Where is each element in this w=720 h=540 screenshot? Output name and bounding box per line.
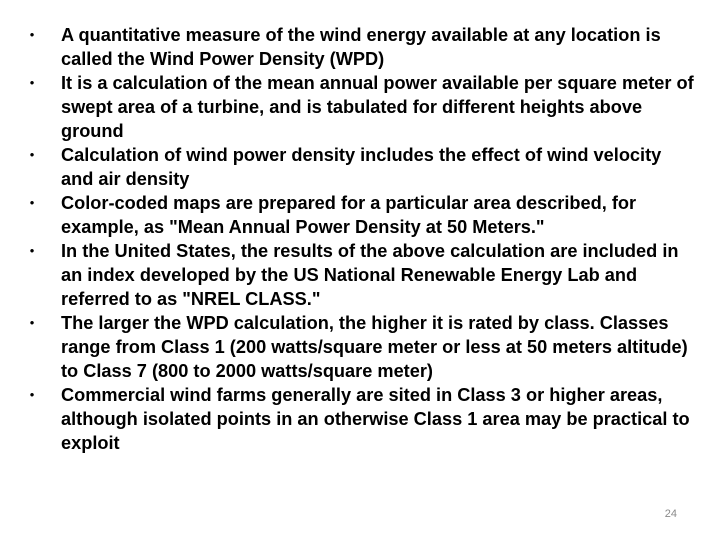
bullet-icon: • bbox=[29, 243, 35, 258]
bullet-text: Commercial wind farms generally are sited in Class 3 or higher areas, although isolated points in an otherwise Class 1 area may be practical to exploit bbox=[61, 385, 690, 453]
bullet-text: Calculation of wind power density includes the effect of wind velocity and air density bbox=[61, 145, 662, 189]
bullet-text: The larger the WPD calculation, the higher it is rated by class. Classes range from Class 1 (200 watts/square meter or less at 50 meters altitude) to Class 7 (800 to 2000 watts/square meter) bbox=[61, 313, 688, 381]
bullet-icon: • bbox=[29, 75, 35, 90]
bullet-icon: • bbox=[29, 195, 35, 210]
bullet-icon: • bbox=[29, 387, 35, 402]
bullet-item bbox=[26, 311, 696, 383]
bullet-item bbox=[26, 71, 696, 143]
bullet-icon: • bbox=[29, 315, 35, 330]
bullet-text: A quantitative measure of the wind energy available at any location is called the Wind Power Density (WPD) bbox=[61, 25, 661, 69]
bullet-item bbox=[26, 383, 696, 455]
bullet-icon: • bbox=[29, 27, 35, 42]
bullet-list bbox=[26, 23, 696, 455]
bullet-text: It is a calculation of the mean annual power available per square meter of swept area of a turbine, and is tabulated for different heights above ground bbox=[61, 73, 694, 141]
bullet-text: Color-coded maps are prepared for a particular area described, for example, as "Mean Annual Power Density at 50 Meters." bbox=[61, 193, 637, 237]
bullet-text: In the United States, the results of the above calculation are included in an index developed by the US National Renewable Energy Lab and referred to as "NREL CLASS." bbox=[61, 241, 679, 309]
bullet-item bbox=[26, 191, 696, 239]
bullet-item bbox=[26, 23, 696, 71]
bullet-item bbox=[26, 143, 696, 191]
bullet-item bbox=[26, 239, 696, 311]
page-number: 24 bbox=[664, 508, 677, 520]
bullet-icon: • bbox=[29, 147, 35, 162]
